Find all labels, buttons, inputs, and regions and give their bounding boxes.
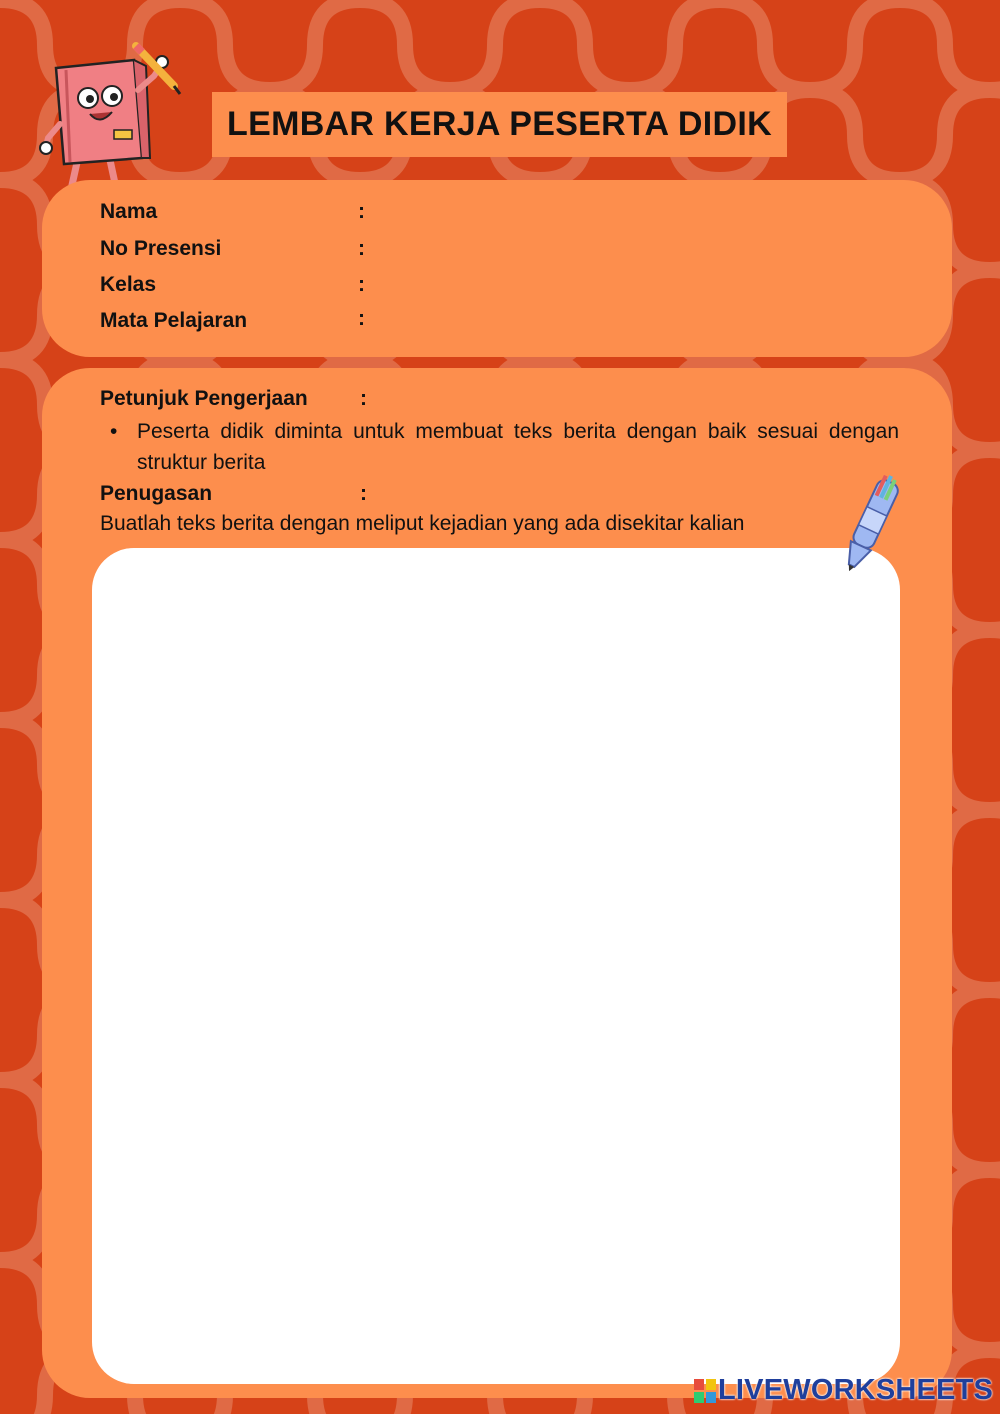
instruction-item: Peserta didik diminta untuk membuat teks berita dengan baik sesuai dengan struktur berita <box>137 420 899 474</box>
task-label: Penugasan <box>100 482 213 505</box>
pen-icon <box>836 470 906 578</box>
field-colon: : <box>358 273 365 296</box>
task-colon: : <box>360 482 367 505</box>
liveworksheets-logo-icon <box>694 1379 716 1403</box>
field-label-kelas: Kelas <box>100 273 157 296</box>
field-colon: : <box>358 237 365 260</box>
answer-textarea[interactable] <box>92 548 900 1384</box>
field-label-nama: Nama <box>100 200 158 223</box>
bullet-icon: • <box>110 420 118 443</box>
field-colon: : <box>358 307 365 330</box>
field-label-no-presensi: No Presensi <box>100 237 222 260</box>
instructions-colon: : <box>360 387 367 410</box>
task-description: Buatlah teks berita dengan meliput kejadian yang ada disekitar kalian <box>100 512 745 535</box>
title-banner <box>212 92 787 157</box>
page-title: LEMBAR KERJA PESERTA DIDIK <box>227 105 772 143</box>
field-colon: : <box>358 200 365 223</box>
instructions-label: Petunjuk Pengerjaan <box>100 387 308 410</box>
brand-footer <box>694 1374 993 1407</box>
brand-name: LIVEWORKSHEETS <box>718 1374 994 1406</box>
field-label-mata-pelajaran: Mata Pelajaran <box>100 309 248 332</box>
